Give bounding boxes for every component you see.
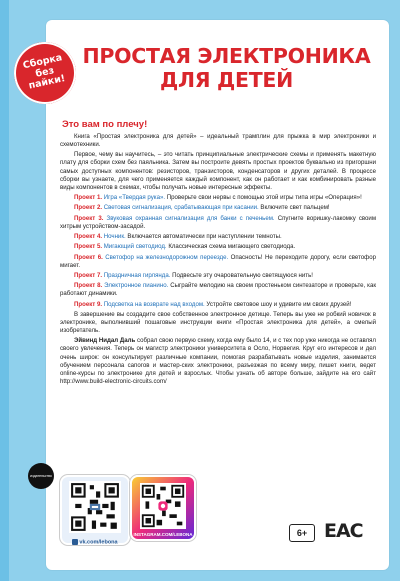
instagram-qr-code[interactable] — [130, 475, 196, 541]
project-name: Звуковая охранная сигнализация для банки с печеньем. — [106, 214, 275, 222]
intro-paragraph-1: Книга «Простая электроника для детей» – идеальный трамплин для прыжка в мир электроники и схемотехники. — [60, 133, 376, 149]
qr-code-icon — [69, 481, 121, 533]
instagram-qr-label: INSTAGRAM.COM/LEBONA — [133, 532, 193, 537]
project-list — [60, 194, 376, 309]
intro-paragraph-2: Первое, чему вы научитесь, – это читать принципиальные электрические схемы и применять макетную плату для сборки схем без паяльника. Затем вы построите девять простых проектов буквально из пригоршни самых доступных компонентов: резисторов, транзисторов, конденсаторов и других деталей. В процессе сборки вы узнаете, для чего применяется каждый компонент, как он работает и как комбинировать разные виды компонентов в схемах, чтобы получать новые интересные эффекты. — [60, 151, 376, 191]
project-name: Игра «Твердая рука». — [103, 194, 166, 202]
project-number: Проект 4. — [74, 232, 103, 240]
project-description: Сыграйте мелодию на своем простеньком синтезаторе и проверьте, как работают динамики. — [60, 282, 377, 298]
project-item — [60, 215, 376, 231]
project-description: Устройте световое шоу и удивите им своих друзей! — [204, 300, 352, 308]
project-name: Праздничная гирлянда. — [103, 271, 171, 279]
vk-logo-icon — [72, 539, 78, 545]
book-spine — [0, 0, 9, 581]
project-item — [60, 233, 376, 241]
project-number: Проект 9. — [74, 300, 103, 308]
title-line-1: ПРОСТАЯ ЭЛЕКТРОНИКА — [82, 44, 371, 68]
project-number: Проект 6. — [74, 253, 103, 261]
project-name: Подсветка на возврате над входом. — [103, 300, 205, 308]
age-rating-badge: 6+ — [289, 524, 315, 542]
project-item — [60, 204, 376, 212]
project-name: Светофор на железнодорожном переезде. — [105, 253, 229, 261]
project-item — [60, 301, 376, 309]
tagline: Это вам по плечу! — [62, 119, 148, 130]
project-description: Включается автоматически при наступлении темноты. — [125, 232, 282, 240]
eac-certification-mark: EAC — [324, 520, 363, 542]
vk-qr-label — [62, 539, 128, 545]
outro-paragraph: В завершение вы создадите свое собственное электронное детище. Теперь вы уже не робкий новичок в электронике, выполнивший пошаговые инструкции книги «Простая электроника для детей», а смелый изобретатель. — [60, 310, 376, 335]
project-name: Ночник. — [103, 232, 126, 240]
vk-qr-code[interactable] — [60, 475, 130, 545]
project-number: Проект 1. — [74, 194, 103, 202]
author-bio-text: собрал свою первую схему, когда ему было 14, и с тех пор уже никогда не оставлял своего увлечения. Теперь он магистр электроники университета в Осло, Норвегия. Круг его интересов и дел очень широк: он консультирует различные компании, помогая разрабатывать новые изделия, занимается обучением персонала сапогов и мастер-ских электроники, разъезжая по всему миру, пишет книги, ведет online-курсы по электронике для детей и взрослых. Чтобы узнать об авторе больше, зайдите на его сайт http://www.build-electronic-circuits.com/ — [60, 337, 376, 385]
project-name: Мигающий светодиод. — [103, 243, 167, 251]
project-item — [60, 282, 376, 298]
project-item — [60, 243, 376, 251]
back-cover-card — [46, 20, 389, 570]
project-number: Проект 5. — [74, 243, 103, 251]
project-item — [60, 272, 376, 280]
project-description: Проверьте свои нервы с помощью этой игры типа игры «Операция»! — [165, 194, 362, 202]
project-number: Проект 3. — [74, 214, 104, 222]
publisher-logo-text: издательство — [30, 474, 52, 478]
project-number: Проект 2. — [74, 204, 103, 212]
author-bio — [60, 337, 376, 386]
author-name: Эйвинд Нидал Даль — [74, 337, 136, 345]
project-number: Проект 7. — [74, 271, 103, 279]
project-description: Спугните воришку-лакомку своим хитрым устройством-засадой. — [60, 214, 377, 230]
book-title — [74, 44, 379, 92]
project-name: Электронное пианино. — [104, 282, 169, 290]
project-description: Опасность! Не переходите дорогу, если светофор мигает. — [60, 253, 376, 269]
project-number: Проект 8. — [74, 282, 103, 290]
publisher-logo-icon — [28, 463, 54, 489]
project-description: Подвесьте эту очаровательную светящуюся нить! — [170, 271, 313, 279]
badge-text: Сборка без пайки! — [22, 52, 67, 92]
qr-code-icon — [140, 483, 186, 529]
project-item — [60, 254, 376, 270]
project-item — [60, 194, 376, 202]
description-body — [60, 133, 376, 388]
vk-qr-text: vk.com/lebona — [79, 539, 118, 545]
project-description: Классическая схема мигающего светодиода. — [166, 243, 296, 251]
project-name: Световая сигнализация, срабатывающая при касании. — [103, 204, 259, 212]
project-description: Включите свет пальцем! — [258, 204, 330, 212]
title-line-2: ДЛЯ ДЕТЕЙ — [160, 68, 293, 92]
